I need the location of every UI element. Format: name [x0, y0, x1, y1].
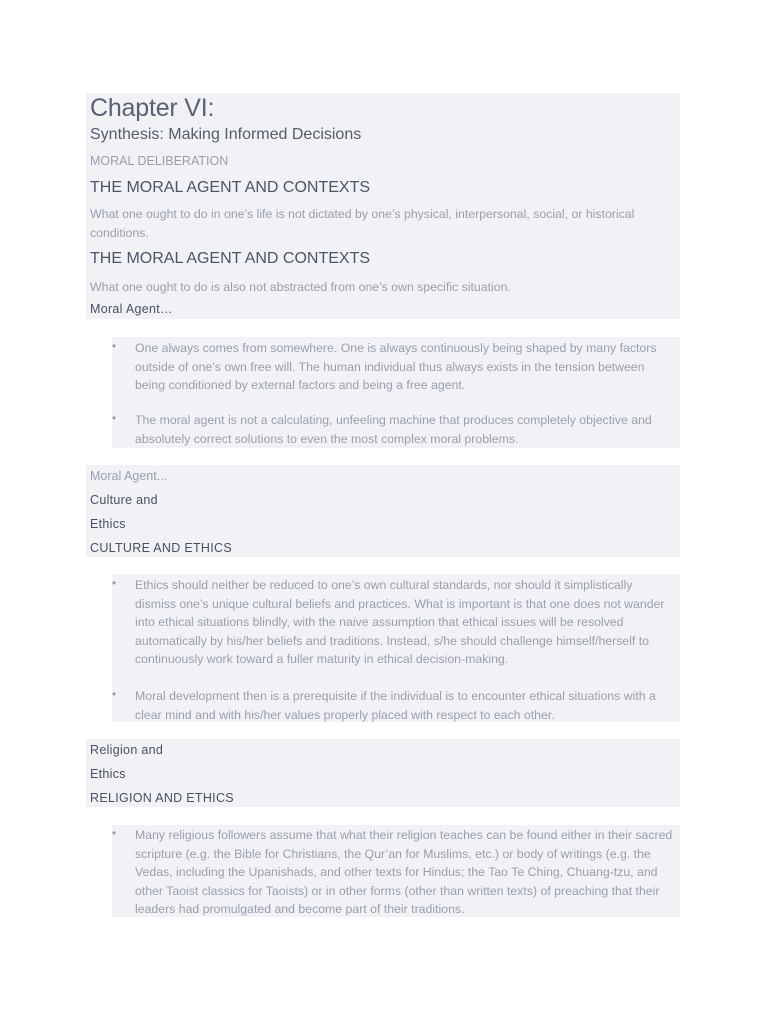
- list-item-text: The moral agent is not a calculating, unfeeling machine that produces completely objective and absolutely correct solutions to even the most complex moral problems.: [135, 413, 652, 446]
- list-item-text: Many religious followers assume that what their religion teaches can be found either in their sacred scripture (e.g. the Bible for Christians, the Qur’an for Muslims, etc.) or body of writings (e.g. the Vedas, including the Upanishads, and other texts for Hindus; the Tao Te Ching, Chuang-tzu, and other Taoist classics for Taoists) or in other forms (other than written texts) of preaching that their leaders had promulgated and become part of their traditions.: [135, 828, 673, 916]
- bullet-block-3: [112, 825, 680, 917]
- paragraph-1: What one ought to do in one’s life is not dictated by one’s physical, interpersonal, social, or historical conditions.: [90, 207, 635, 240]
- culture-line-2: Ethics: [90, 517, 126, 531]
- religion-heading: RELIGION AND ETHICS: [90, 791, 234, 805]
- bullet-icon: •: [112, 687, 117, 701]
- paragraph-2: What one ought to do is also not abstracted from one’s own specific situation.: [90, 280, 511, 294]
- section-heading-1: THE MORAL AGENT AND CONTEXTS: [90, 179, 371, 196]
- bullet-block-2: [112, 574, 680, 722]
- chapter-subtitle: Synthesis: Making Informed Decisions: [90, 126, 362, 143]
- section-kicker: MORAL DELIBERATION: [90, 154, 229, 168]
- culture-header-block: [86, 465, 680, 557]
- chapter-title: Chapter VI:: [90, 94, 215, 122]
- bullet-block-1: [112, 337, 680, 448]
- bullet-icon: •: [112, 826, 117, 840]
- moral-agent-label: Moral Agent…: [90, 302, 173, 316]
- religion-header-block: [86, 739, 680, 807]
- chapter-header-block: [86, 93, 680, 319]
- bullet-icon: •: [112, 339, 117, 353]
- list-item-text: Moral development then is a prerequisite if the individual is to encounter ethical situations with a clear mind and with his/her values properly placed with respect to each other.: [135, 689, 656, 722]
- bullet-icon: •: [112, 411, 117, 425]
- religion-line-1: Religion and: [90, 743, 164, 757]
- religion-line-2: Ethics: [90, 767, 126, 781]
- culture-heading: CULTURE AND ETHICS: [90, 541, 232, 555]
- list-item-text: One always comes from somewhere. One is always continuously being shaped by many factors outside of one’s own free will. The human individual thus always exists in the tension between being conditioned by external factors and being a free agent.: [135, 341, 657, 392]
- section-heading-2: THE MORAL AGENT AND CONTEXTS: [90, 250, 371, 267]
- moral-agent-kicker: Moral Agent...: [90, 469, 168, 483]
- list-item-text: Ethics should neither be reduced to one’s own cultural standards, nor should it simplistically dismiss one’s unique cultural beliefs and practices. What is important is that one does not wander into ethical situations blindly, with the naive assumption that ethical issues will be resolved automatically by his/her beliefs and traditions. Instead, s/he should challenge himself/herself to continuously work toward a fuller maturity in ethical decision-making.: [135, 578, 665, 666]
- bullet-icon: •: [112, 576, 117, 590]
- culture-line-1: Culture and: [90, 493, 158, 507]
